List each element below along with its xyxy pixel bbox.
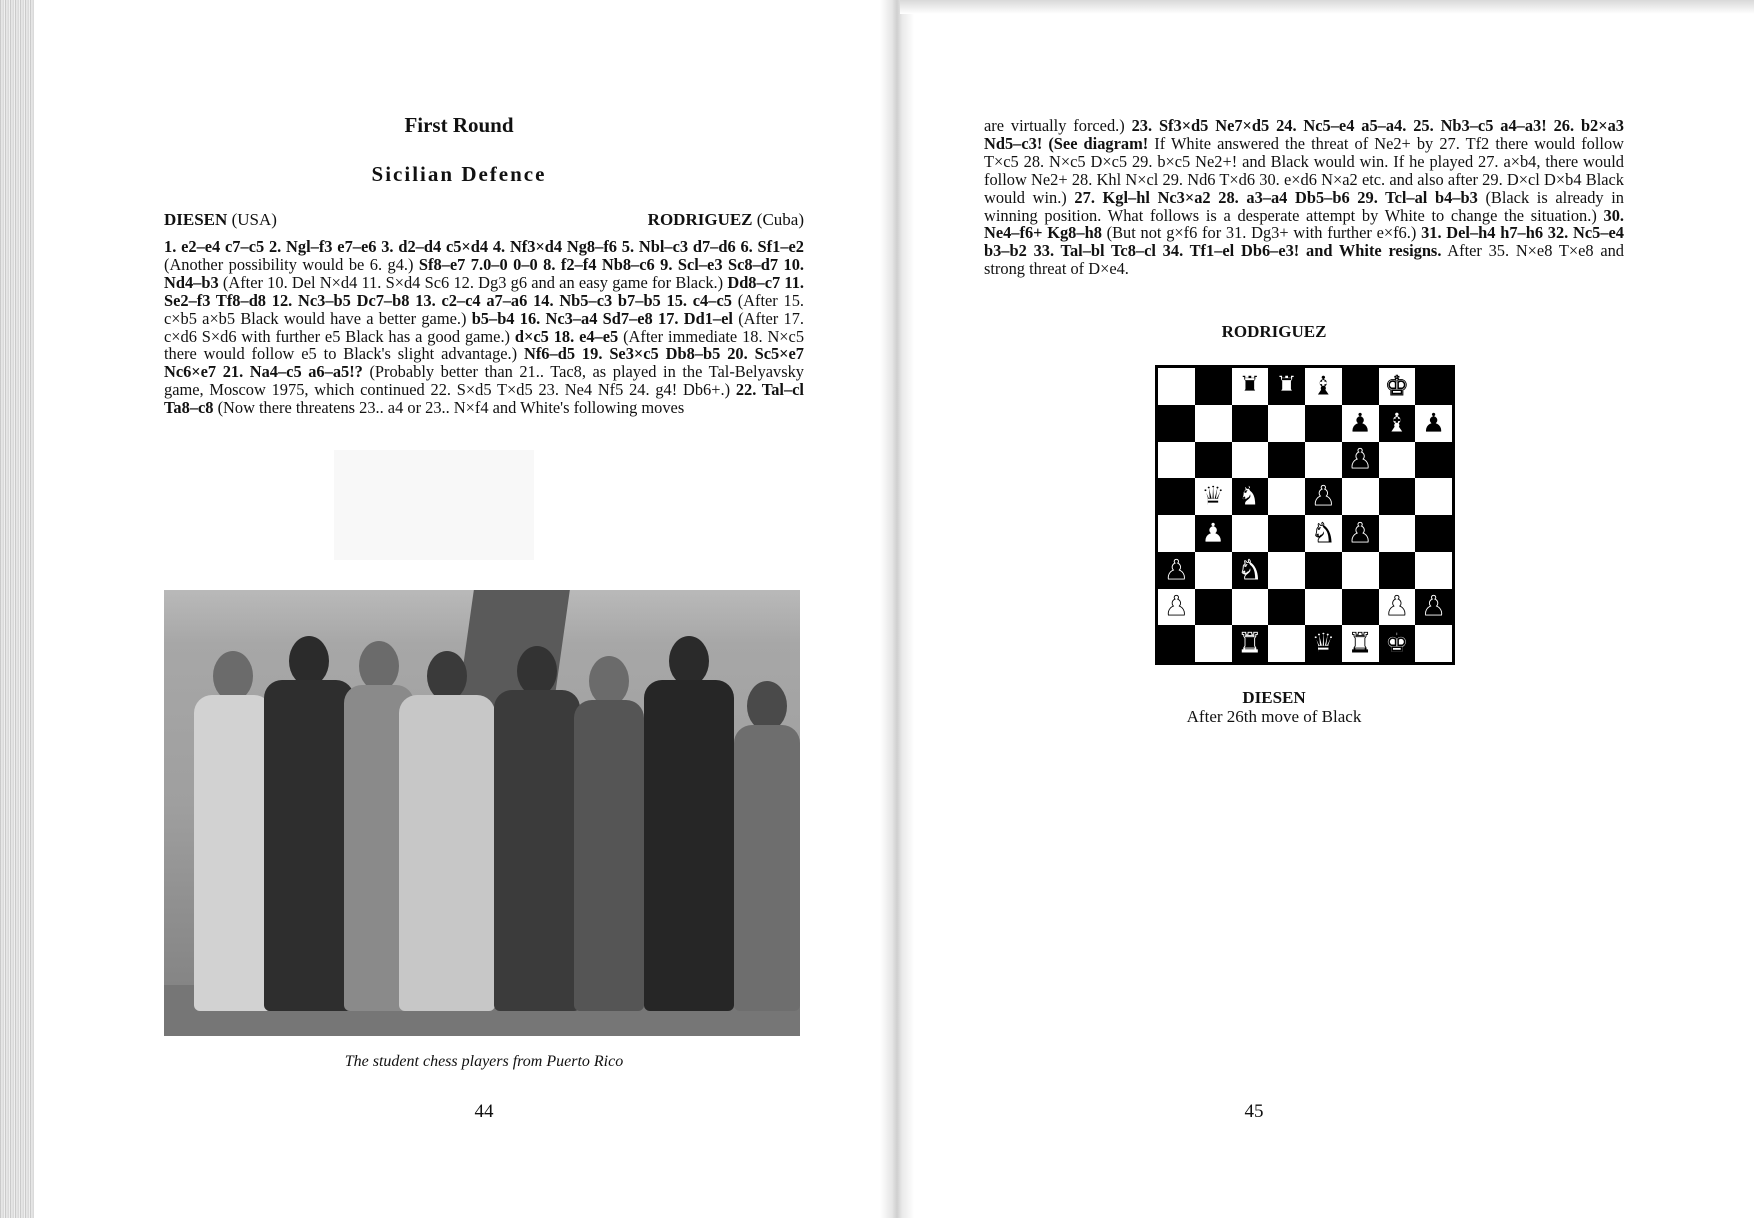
notation-segment: are virtually forced.) <box>984 116 1132 135</box>
black-rook-icon: ♜ <box>1237 628 1262 660</box>
board-square <box>1158 478 1195 515</box>
white-pawn-icon: ♟ <box>1164 591 1189 623</box>
page-number-left: 44 <box>474 1101 494 1122</box>
board-square <box>1158 625 1195 662</box>
black-player-name: RODRIGUEZ <box>647 210 753 229</box>
board-square <box>1342 589 1379 626</box>
white-player-country: (USA) <box>231 210 277 229</box>
black-knight-icon: ♞ <box>1237 554 1262 586</box>
board-square <box>1268 442 1305 479</box>
board-square <box>1232 442 1269 479</box>
board-square <box>1415 589 1452 626</box>
board-square <box>1305 515 1342 552</box>
notation-segment: (Now there threatens 23.. a4 or 23.. N×f4 and White's following moves <box>213 398 685 418</box>
black-queen-icon: ♛ <box>1201 481 1226 513</box>
diagram-caption: After 26th move of Black <box>1186 707 1362 726</box>
notation-segment: 23. Sf3×d5 Ne7×d5 24. Nc5–e4 a5–a4. 25. Nb3–c5 a4–a3! 26. b2×a3 Nd5–c3! (See diagram! <box>984 116 1624 153</box>
board-square <box>1195 368 1232 405</box>
board-square <box>1379 478 1416 515</box>
diagram-bottom-player: DIESEN <box>1242 688 1306 707</box>
black-pawn-icon: ♟ <box>1311 481 1336 513</box>
notation-segment: 1. e2–e4 c7–c5 2. Ngl–f3 e7–e6 3. d2–d4 c5×d4 4. Nf3×d4 Ng8–f6 5. Nbl–c3 d7–d6 6. Sf1–e2 <box>164 237 804 256</box>
board-square <box>1379 625 1416 662</box>
white-pawn-icon: ♟ <box>1201 517 1226 549</box>
black-pawn-icon: ♟ <box>1348 407 1373 439</box>
white-player <box>164 210 277 230</box>
white-king-icon: ♚ <box>1384 628 1409 660</box>
book-gutter <box>880 0 914 1218</box>
chess-diagram <box>1155 365 1455 665</box>
notation-segment: (Black is already in winning position. What follows is a desperate attempt by White to change the situation.) <box>984 187 1624 225</box>
game-notation-left <box>164 238 804 417</box>
group-photo <box>164 590 800 1036</box>
white-knight-icon: ♞ <box>1311 517 1336 549</box>
board-square <box>1379 442 1416 479</box>
board-square <box>1232 405 1269 442</box>
board-square <box>1305 552 1342 589</box>
board-square <box>1232 552 1269 589</box>
board-square <box>1195 478 1232 515</box>
notation-segment: 22. Tal–cl Ta8–c8 <box>164 380 804 418</box>
board-square <box>1305 625 1342 662</box>
notation-segment: (Another possibility would be 6. g4.) <box>164 254 419 274</box>
page-edges <box>0 0 34 1218</box>
person-figure <box>494 646 580 1011</box>
notation-segment: (Probably better than 21.. Tac8, as played in the Tal-Belyavsky game, Moscow 1975, which continued 22. S×d5 T×d5 23. Ne4 Nf5 24. g4! Db6+.) <box>164 362 805 400</box>
board-square <box>1379 405 1416 442</box>
black-pawn-icon: ♟ <box>1348 444 1373 476</box>
board-square <box>1305 478 1342 515</box>
board-square <box>1268 368 1305 405</box>
person-figure <box>194 651 272 1011</box>
board-square <box>1379 368 1416 405</box>
board-square <box>1232 368 1269 405</box>
bleed-through <box>334 450 534 560</box>
notation-segment: (After 10. Del N×d4 11. S×d4 Sc6 12. Dg3 g6 and an easy game for Black.) <box>218 272 728 292</box>
notation-segment: Nf6–d5 19. Se3×c5 Db8–b5 20. Sc5×e7 Nc6×e7 21. Na4–c5 a6–a5!? <box>164 344 804 382</box>
board-square <box>1342 442 1379 479</box>
round-title: First Round <box>404 113 514 137</box>
board-square <box>1305 442 1342 479</box>
board-square <box>1195 625 1232 662</box>
board-square <box>1415 552 1452 589</box>
board-square <box>1415 478 1452 515</box>
notation-segment: d×c5 18. e4–e5 <box>514 326 619 346</box>
board-square <box>1268 589 1305 626</box>
person-figure <box>574 656 644 1011</box>
notation-segment: 31. Del–h4 h7–h6 32. Nc5–e4 b3–b2 33. Tal–bl Tc8–cl 34. Tf1–el Db6–e3! and White resigns. <box>984 223 1624 261</box>
notation-segment: (But not g×f6 for 31. Dg3+ with further e×f6.) <box>1101 223 1422 243</box>
board-square <box>1342 368 1379 405</box>
white-player-name: DIESEN <box>164 210 228 229</box>
diagram-top-player: RODRIGUEZ <box>1221 322 1327 341</box>
notation-segment: 27. Kgl–hl Nc3×a2 28. a3–a4 Db5–b6 29. Tcl–al b4–b3 <box>1074 187 1478 207</box>
board-square <box>1232 478 1269 515</box>
notation-segment: b5–b4 16. Nc3–a4 Sd7–e8 17. Dd1–el <box>471 308 733 328</box>
notation-segment: If White answered the threat of Ne2+ by 27. Tf2 there would follow T×c5 28. N×c5 D×c5 29. b×c5 Ne2+! and Black would win. If he played 27. a×b4, there would follow Ne2+ 28. Khl N×cl 29. Nd6 T×d6 30. e×d6 N×a2 etc. and also after 29. D×cl D×b4 Black would win.) <box>984 133 1624 207</box>
board-square <box>1379 589 1416 626</box>
white-rook-icon: ♜ <box>1274 370 1299 402</box>
black-pawn-icon: ♟ <box>1421 407 1446 439</box>
white-king-icon: ♚ <box>1384 370 1409 402</box>
person-figure <box>734 681 800 1011</box>
board-square <box>1268 405 1305 442</box>
board-square <box>1305 589 1342 626</box>
black-pawn-icon: ♟ <box>1348 517 1373 549</box>
board-square <box>1195 405 1232 442</box>
board-square <box>1158 589 1195 626</box>
notation-segment: Sf8–e7 7.0–0 0–0 8. f2–f4 Nb8–c6 9. Scl–e3 Sc8–d7 10. Nd4–b3 <box>164 254 805 292</box>
board-square <box>1232 625 1269 662</box>
board-square <box>1232 589 1269 626</box>
notation-segment: Dd8–c7 11. Se2–f3 Tf8–d8 12. Nc3–b5 Dc7–b8 13. c2–c4 a7–a6 14. Nb5–c3 b7–b5 15. c4–c5 <box>164 272 804 310</box>
board-square <box>1379 552 1416 589</box>
board-square <box>1195 515 1232 552</box>
black-player-country: (Cuba) <box>756 210 804 229</box>
board-square <box>1158 368 1195 405</box>
board-square <box>1268 625 1305 662</box>
black-pawn-icon: ♟ <box>1164 554 1189 586</box>
white-queen-icon: ♛ <box>1311 628 1336 660</box>
board-square <box>1415 625 1452 662</box>
board-square <box>1342 625 1379 662</box>
notation-segment: (After 17. c×d6 S×d6 with further e5 Black has a good game.) <box>164 308 804 346</box>
opening-title: Sicilian Defence <box>371 162 547 186</box>
board-square <box>1342 515 1379 552</box>
black-player <box>648 210 804 230</box>
board-square <box>1342 552 1379 589</box>
notation-segment: (After immediate 18. N×c5 there would follow e5 to Black's slight advantage.) <box>164 326 805 364</box>
notation-segment: After 35. N×e8 T×e8 and strong threat of D×e4. <box>984 241 1624 279</box>
white-knight-icon: ♞ <box>1237 481 1262 513</box>
board-square <box>1268 552 1305 589</box>
board-square <box>1342 478 1379 515</box>
board-square <box>1195 589 1232 626</box>
board-square <box>1268 515 1305 552</box>
board-square <box>1342 405 1379 442</box>
board-square <box>1195 442 1232 479</box>
board-square <box>1379 515 1416 552</box>
game-notation-right <box>984 117 1624 278</box>
white-rook-icon: ♜ <box>1348 628 1373 660</box>
black-bishop-icon: ♝ <box>1311 370 1336 402</box>
page-number-right: 45 <box>1244 1101 1264 1122</box>
white-bishop-icon: ♝ <box>1384 407 1409 439</box>
person-figure <box>644 636 734 1011</box>
right-page <box>914 0 1754 1218</box>
white-pawn-icon: ♟ <box>1384 591 1409 623</box>
board-square <box>1268 478 1305 515</box>
board-square <box>1158 515 1195 552</box>
photo-caption: The student chess players from Puerto Rico <box>344 1053 624 1070</box>
board-square <box>1158 552 1195 589</box>
board-square <box>1415 405 1452 442</box>
board-square <box>1305 368 1342 405</box>
person-figure <box>264 636 354 1011</box>
board-square <box>1415 515 1452 552</box>
board-square <box>1415 368 1452 405</box>
person-figure <box>399 651 495 1011</box>
board-square <box>1305 405 1342 442</box>
board-square <box>1415 442 1452 479</box>
board-square <box>1158 405 1195 442</box>
notation-segment: 30. Ne4–f6+ Kg8–h8 <box>984 205 1624 243</box>
left-page <box>34 0 880 1218</box>
board-square <box>1195 552 1232 589</box>
board-square <box>1232 515 1269 552</box>
black-pawn-icon: ♟ <box>1421 591 1446 623</box>
notation-segment: (After 15. c×b5 a×b5 Black would have a better game.) <box>164 290 804 328</box>
board-square <box>1158 442 1195 479</box>
black-rook-icon: ♜ <box>1237 370 1262 402</box>
